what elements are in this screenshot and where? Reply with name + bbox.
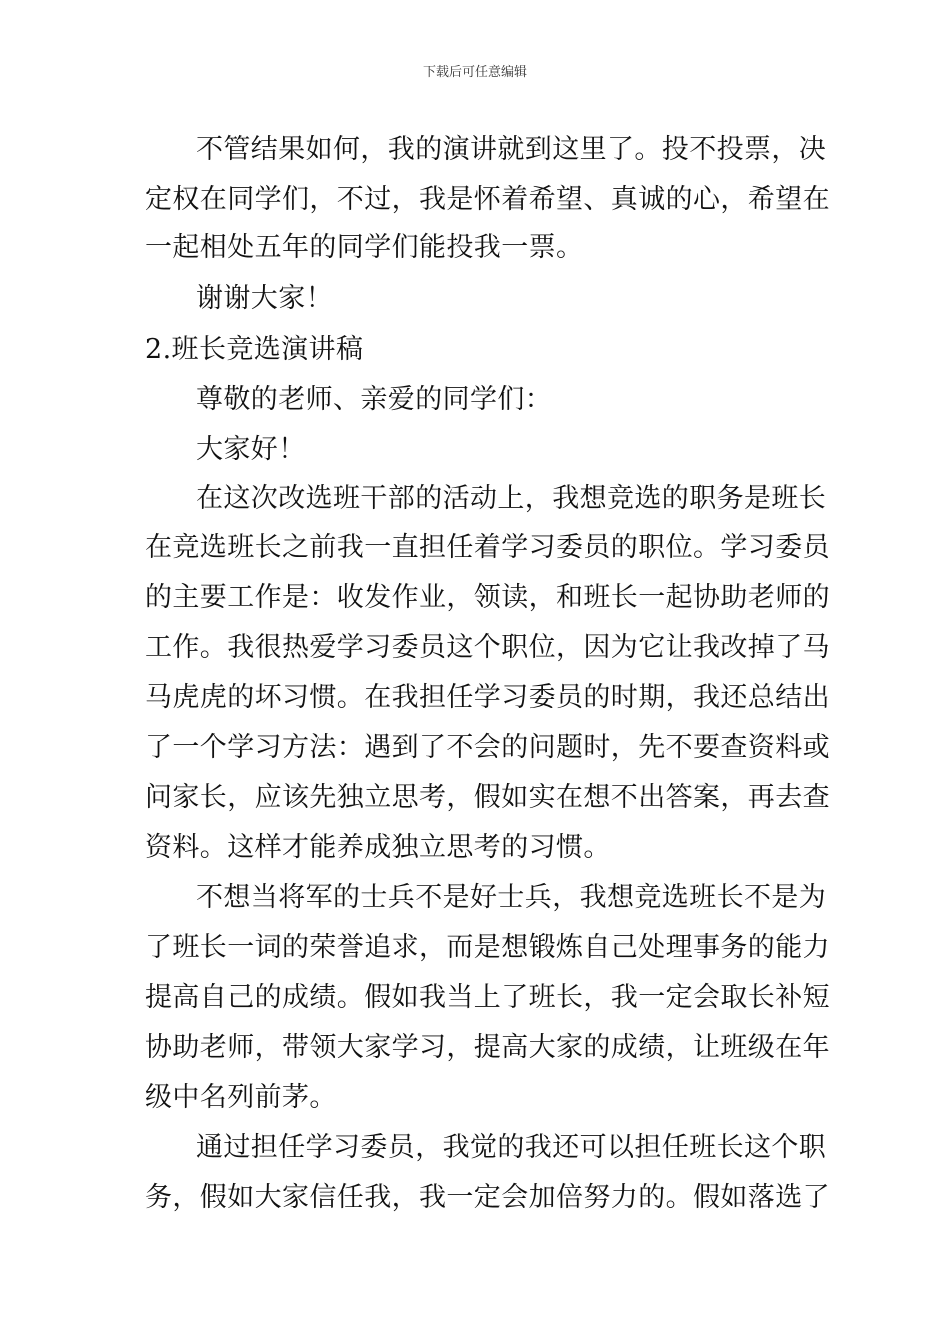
text-line: 了班长一词的荣誉追求，而是想锻炼自己处理事务的能力 [145,932,830,963]
text-line: 在竞选班长之前我一直担任着学习委员的职位。学习委员 [145,532,830,563]
text-line: 了一个学习方法：遇到了不会的问题时，先不要查资料或 [145,732,830,763]
text-line: 马虎虎的坏习惯。在我担任学习委员的时期，我还总结出 [145,682,830,713]
text-line: 的主要工作是：收发作业，领读，和班长一起协助老师的 [145,582,830,613]
text-line: 不管结果如何，我的演讲就到这里了。投不投票，决 [196,134,827,165]
text-line: 通过担任学习委员，我觉的我还可以担任班长这个职 [196,1132,827,1163]
text-line: 在这次改选班干部的活动上，我想竞选的职务是班长 [196,483,827,514]
text-line: 工作。我很热爱学习委员这个职位，因为它让我改掉了马 [145,632,830,663]
text-line: 级中名列前茅。 [145,1082,337,1113]
text-line: 提高自己的成绩。假如我当上了班长，我一定会取长补短 [145,982,830,1013]
text-line: 协助老师，带领大家学习，提高大家的成绩，让班级在年 [145,1032,830,1063]
greeting: 大家好！ [196,434,306,465]
text-line: 不想当将军的士兵不是好士兵，我想竞选班长不是为 [196,882,827,913]
text-line: 谢谢大家！ [196,283,333,314]
salutation: 尊敬的老师、亲爱的同学们： [196,384,553,415]
text-line: 问家长，应该先独立思考，假如实在想不出答案，再去查 [145,782,830,813]
text-line: 一起相处五年的同学们能投我一票。 [145,232,584,263]
text-line: 资料。这样才能养成独立思考的习惯。 [145,832,611,863]
text-line: 定权在同学们，不过，我是怀着希望、真诚的心，希望在 [145,184,830,215]
section-heading: 2.班长竞选演讲稿 [145,334,364,365]
page-header: 下载后可任意编辑 [422,65,527,80]
text-line: 务，假如大家信任我，我一定会加倍努力的。假如落选了 [145,1182,830,1213]
